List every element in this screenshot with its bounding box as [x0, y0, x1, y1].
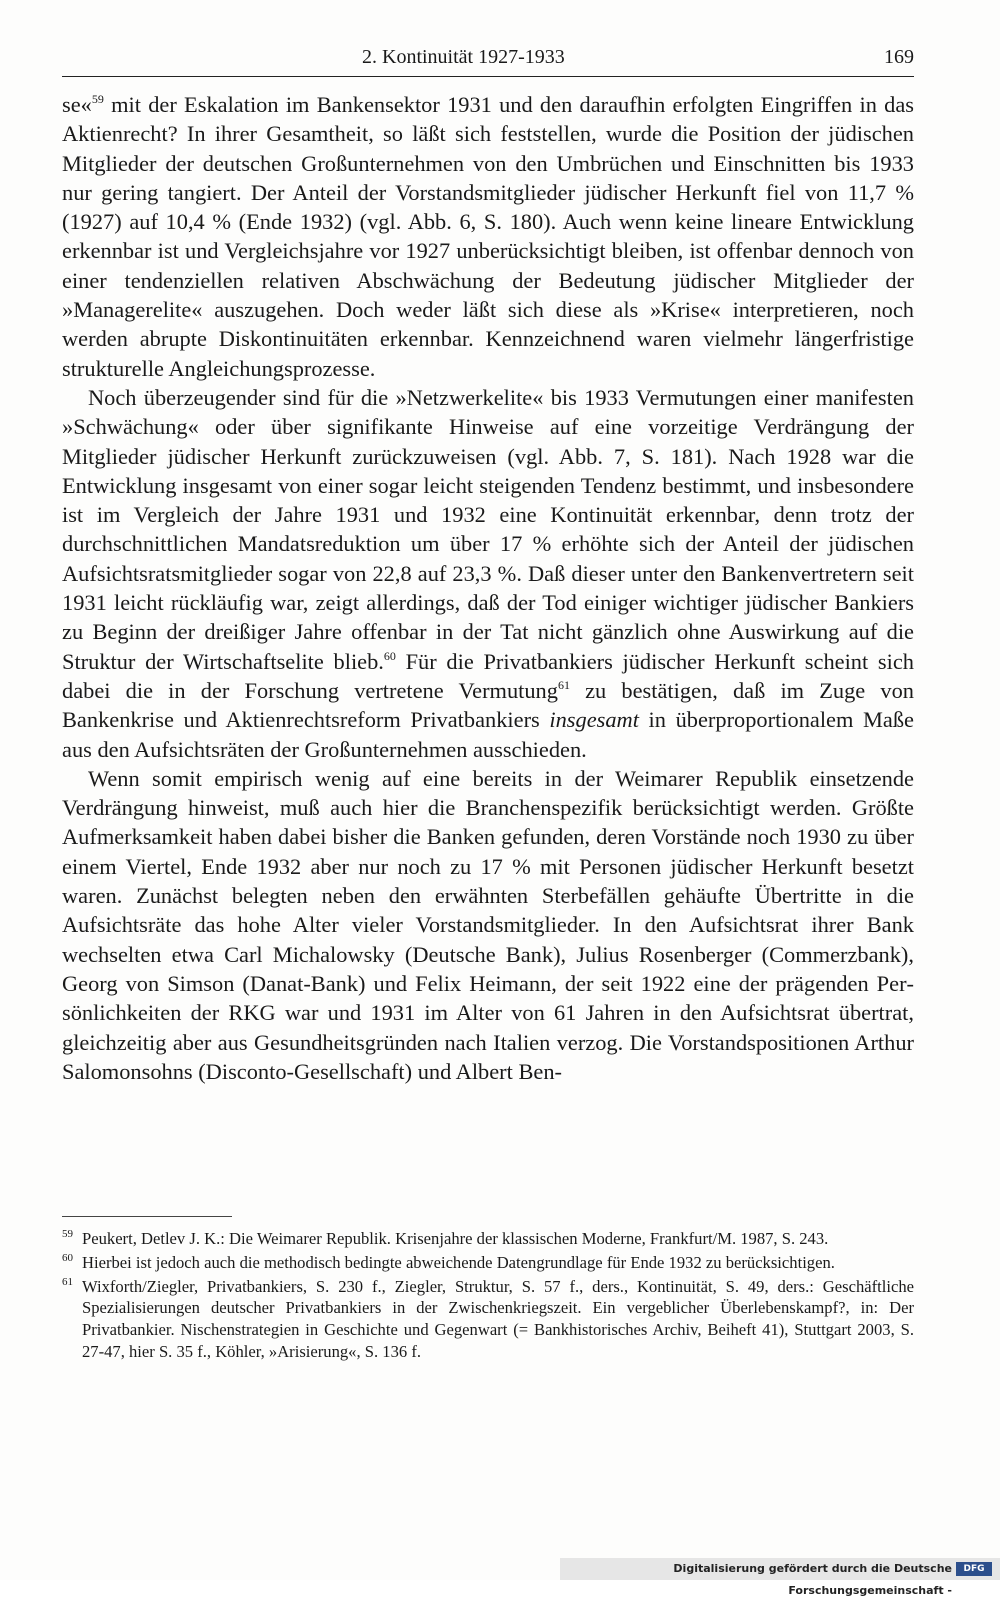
paragraph-1-text-b: mit der Eskalation im Bankensektor 1931 und den daraufhin erfolgten Eingriffen in das Aktienrecht? In ihrer Gesamtheit, so läßt sich feststellen, wurde die Position der jüdischen Mitglieder der deutschen Großunternehmen von den Umbrüchen und Einschnitten bis 1933 nur gering tangiert. Der Anteil der Vorstandsmitglieder jüdischer Herkunft fiel von 11,7 % (1927) auf 10,4 % (Ende 1932) (vgl. Abb. 6, S. 180). Auch wenn keine lineare Entwicklung erkennbar ist und Vergleichsjahre vor 1927 unberücksichtigt bleiben, ist offenbar dennoch von einer tendenziellen relativen Abschwächung der Bedeutung jüdischer Mitglieder der »Managerelite« auszugehen. Doch weder läßt sich diese als »Krise« interpretieren, noch werden abrupte Diskontinuitäten erkennbar. Kennzeichnend waren vielmehr längerfristige strukturelle Angleichungsprozesse. [62, 92, 914, 381]
running-head [62, 40, 914, 74]
footnote-rule [62, 1216, 232, 1217]
footnote-text: Hierbei ist jedoch auch die methodisch bedingte abweichende Datengrundlage für Ende 1932 zu berücksichtigen. [82, 1252, 835, 1272]
digitization-note: Digitalisierung gefördert durch die Deutsche Forschungsgemeinschaft - [673, 1562, 952, 1597]
footnote-text: Wixforth/Ziegler, Privatbankiers, S. 230 f., Ziegler, Struktur, S. 57 f., ders., Kontinuität, S. 49, ders.: Geschäftliche Spezialisierungen deutscher Privatbankiers in der Zwischenkriegszeit. Ein vergeblicher Überlebenskampf?, in: Der Privatbankier. Nischenstrategien in Geschichte und Gegenwart (= Bankhistorisches Archiv, Beiheft 41), Stuttgart 2003, S. 27-47, hier S. 35 f., Köhler, »Arisierung«, S. 136 f. [82, 1276, 914, 1361]
header-rule [62, 76, 914, 77]
dfg-logo: DFG [956, 1562, 992, 1576]
footnote-60 [62, 1252, 914, 1274]
paragraph-2-text-c: zu bestätigen, daß im Zuge von Bankenkrise und Aktienrechtsreform Privatbankiers [62, 677, 914, 733]
paragraph-2-emphasis: insgesamt [549, 707, 639, 733]
paragraph-2 [62, 383, 914, 764]
page-number: 169 [884, 46, 914, 68]
digitization-footer [560, 1558, 1000, 1597]
footnote-ref-60: 60 [383, 648, 396, 663]
paragraph-2-text-b: Für die Privatbankiers jüdischer Herkunft scheint sich dabei die in der Forschung vertretene Vermutung [62, 648, 914, 703]
footnotes [62, 1228, 914, 1365]
footnote-ref-59: 59 [91, 92, 104, 106]
footnote-61 [62, 1276, 914, 1363]
body-text [62, 90, 914, 1086]
footnote-number: 60 [62, 1251, 73, 1264]
footnote-number: 61 [62, 1275, 73, 1288]
chapter-title: 2. Kontinuität 1927-1933 [362, 46, 565, 68]
paragraph-1 [62, 90, 914, 383]
footnote-text: Peukert, Detlev J. K.: Die Weimarer Republik. Krisenjahre der klassischen Moderne, Frankfurt/M. 1987, S. 243. [82, 1229, 829, 1248]
paragraph-2-text-a: Noch überzeugender sind für die »Netzwerkelite« bis 1933 Vermutungen einer manifesten »Schwächung« oder über signifikante Hinweise auf eine vorzeitige Verdrängung der Mitglieder jüdischer Herkunft zurückzuweisen (vgl. Abb. 7, S. 181). Nach 1928 war die Entwicklung insgesamt von einer sogar leicht steigenden Tendenz bestimmt, und insbesondere ist im Vergleich der Jahre 1931 und 1932 eine Kontinuität erkennbar, denn trotz der durchschnittlichen Mandatsreduktion um über 17 % erhöhte sich der Anteil der jüdischen Aufsichtsratsmitglieder sogar von 22,8 auf 23,3 %. Daß dieser unter den Bankenvertretern seit 1931 leicht rückläufig war, zeigt allerdings, daß der Tod einiger wichtiger jüdischer Bankiers zu Beginn der dreißiger Jahre offenbar in der Tat nicht gänzlich ohne Auswirkung auf die Struktur der Wirtschaftselite blieb. [62, 384, 914, 674]
paragraph-3: Wenn somit empirisch wenig auf eine bereits in der Weimarer Republik einsetzende Verdrängung hinweist, muß auch hier die Branchenspezifik berücksichtigt werden. Größte Aufmerksamkeit haben dabei bisher die Banken gefunden, deren Vorstände noch 1930 zu über einem Viertel, Ende 1932 aber nur noch zu 17 % mit Personen jüdischer Herkunft besetzt waren. Zunächst belegten neben den erwähnten Sterbefällen gehäufte Übertritte in die Aufsichtsräte das hohe Alter vieler Vorstandsmitglieder. In den Aufsichtsrat ihrer Bank wechselten etwa Carl Michalowsky (Deutsche Bank), Julius Rosenberger (Commerzbank), Georg von Simson (Danat-Bank) und Felix Heimann, der seit 1922 eine der prägenden Persönlichkeiten der RKG war und 1931 im Alter von 61 Jahren in den Aufsichtsrat übertrat, gleichzeitig aber aus Gesundheitsgründen nach Italien verzog. Die Vorstandspositionen Arthur Salomonsohns (Disconto-Gesellschaft) und Albert Ben- [62, 765, 914, 1084]
footnote-number: 59 [62, 1228, 73, 1240]
paragraph-1-text-a: se« [62, 92, 92, 117]
paragraph-2-text-d: in überproportionalem Maße aus den Aufsichtsräten der Großunternehmen ausschieden. [62, 707, 915, 762]
footnote-ref-61: 61 [557, 677, 570, 692]
footnote-59 [62, 1228, 914, 1250]
